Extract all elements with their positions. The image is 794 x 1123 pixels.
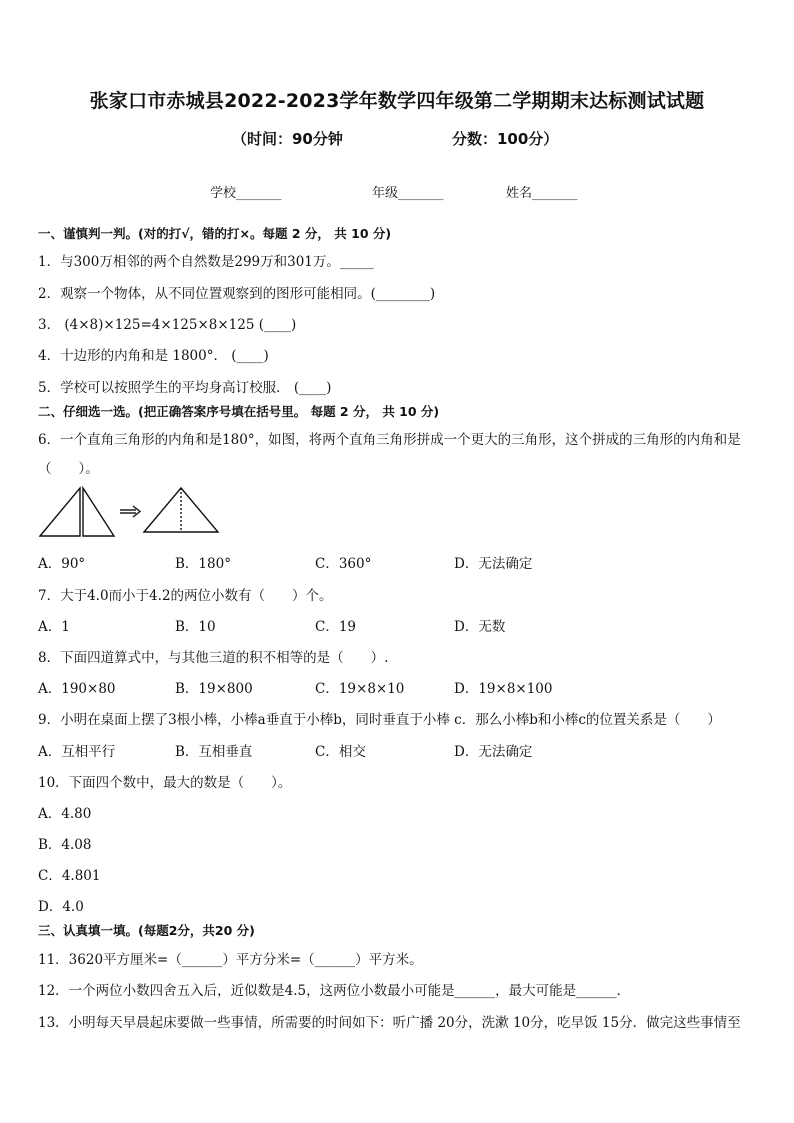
question-7: 7．大于4.0而小于4.2的两位小数有（ ）个。	[38, 588, 333, 604]
option-d: D．无法确定	[454, 556, 533, 572]
option-c: C．4.801	[38, 868, 101, 884]
option-d: D．19×8×100	[454, 681, 553, 697]
exam-time: （时间：90分钟	[232, 130, 343, 148]
question-9: 9．小明在桌面上摆了3根小棒，小棒a垂直于小棒b，同时垂直于小棒 c．那么小棒b和小棒c的位置关系是（ ）	[38, 712, 721, 728]
question-6-blank: （ ）。	[38, 461, 99, 477]
option-b: B．10	[175, 619, 216, 635]
option-d: D．无法确定	[454, 744, 533, 760]
right-triangle	[83, 488, 114, 536]
option-c: C．360°	[315, 556, 372, 572]
question-2: 2．观察一个物体，从不同位置观察到的图形可能相同。(________)	[38, 286, 436, 302]
option-a: A．互相平行	[38, 744, 116, 760]
question-5: 5．学校可以按照学生的平均身高订校服． (____)	[38, 380, 332, 396]
grade-field: 年级_______	[372, 186, 444, 201]
option-d: D．4.0	[38, 899, 84, 915]
question-12: 12．一个两位小数四舍五入后，近似数是4.5，这两位小数最小可能是______，最大可能是______．	[38, 983, 631, 999]
left-triangle	[40, 488, 80, 536]
question-4: 4．十边形的内角和是 1800°． (____)	[38, 348, 269, 364]
section-2-heading: 二、仔细选一选。(把正确答案序号填在括号里。 每题 2 分， 共 10 分)	[38, 404, 440, 419]
option-a: A．190×80	[38, 681, 116, 697]
question-10: 10．下面四个数中，最大的数是（ ）。	[38, 775, 292, 791]
option-b: B．19×800	[175, 681, 253, 697]
option-c: C．19	[315, 619, 357, 635]
option-a: A．1	[38, 619, 70, 635]
question-8: 8．下面四道算式中，与其他三道的积不相等的是（ ）.	[38, 650, 389, 666]
option-a: A．90°	[38, 556, 86, 572]
option-b: B．180°	[175, 556, 231, 572]
option-b: B．互相垂直	[175, 744, 253, 760]
question-6: 6．一个直角三角形的内角和是180°，如图，将两个直角三角形拼成一个更大的三角形，这个拼成的三角形的内角和是	[38, 432, 741, 448]
option-a: A．4.80	[38, 806, 92, 822]
option-b: B．4.08	[38, 837, 92, 853]
exam-score: 分数：100分）	[452, 130, 559, 148]
question-3: 3． (4×8)×125=4×125×8×125 (____)	[38, 317, 297, 333]
section-3-heading: 三、认真填一填。(每题2分，共20 分)	[38, 923, 255, 938]
option-d: D．无数	[454, 619, 506, 635]
question-1: 1．与300万相邻的两个自然数是299万和301万。_____	[38, 254, 374, 270]
option-c: C．相交	[315, 744, 366, 760]
question-13: 13．小明每天早晨起床要做一些事情，所需要的时间如下：听广播 20分，洗漱 10分，吃早饭 15分．做完这些事情至	[38, 1015, 741, 1031]
question-11: 11．3620平方厘米=（______）平方分米=（______）平方米。	[38, 952, 423, 968]
name-field: 姓名_______	[506, 186, 578, 201]
page-title: 张家口市赤城县2022-2023学年数学四年级第二学期期末达标测试试题	[89, 90, 705, 112]
section-1-heading: 一、谨慎判一判。(对的打√，错的打×。每题 2 分， 共 10 分)	[38, 226, 392, 241]
triangles-figure	[36, 484, 226, 540]
school-field: 学校_______	[210, 186, 282, 201]
option-c: C．19×8×10	[315, 681, 405, 697]
